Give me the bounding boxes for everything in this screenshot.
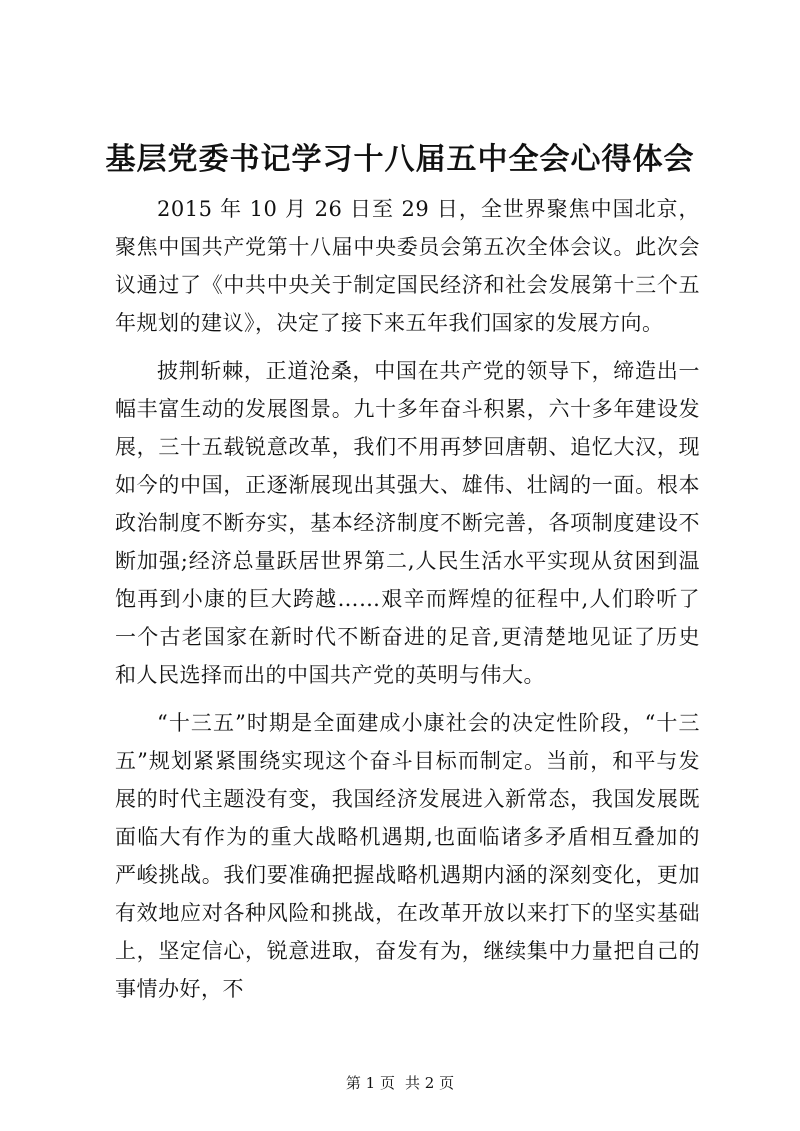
- paragraph-3: “十三五”时期是全面建成小康社会的决定性阶段，“十三五”规划紧紧围绕实现这个奋斗目标而制定。当前，和平与发展的时代主题没有变，我国经济发展进入新常态，我国发展既面临大有作为的重大战略机遇期,也面临诸多矛盾相互叠加的严峻挑战。我们要准确把握战略机遇期内涵的深刻变化，更加有效地应对各种风险和挑战，在改革开放以来打下的坚实基础上，坚定信心，锐意进取，奋发有为，继续集中力量把自己的事情办好，不: [115, 711, 700, 1001]
- document-title: 基层党委书记学习十八届五中全会心得体会: [105, 142, 695, 177]
- document-body: [115, 190, 700, 1008]
- paragraph-2: 披荆斩棘，正道沧桑，中国在共产党的领导下，缔造出一幅丰富生动的发展图景。九十多年奋斗积累，六十多年建设发展，三十五载锐意改革，我们不用再梦回唐朝、追忆大汉，现如今的中国，正逐渐展现出其强大、雄伟、壮阔的一面。根本政治制度不断夯实，基本经济制度不断完善，各项制度建设不断加强;经济总量跃居世界第二,人民生活水平实现从贫困到温饱再到小康的巨大跨越……艰辛而辉煌的征程中,人们聆听了一个古老国家在新时代不断奋进的足音,更清楚地见证了历史和人民选择而出的中国共产党的英明与伟大。: [115, 359, 700, 687]
- paragraph-1: 2015 年 10 月 26 日至 29 日，全世界聚焦中国北京，聚焦中国共产党第十八届中央委员会第五次全体会议。此次会议通过了《中共中央关于制定国民经济和社会发展第十三个五年规划的建议》，决定了接下来五年我们国家的发展方向。: [115, 197, 700, 335]
- page-footer: [0, 1073, 800, 1093]
- page-total: 共 2 页: [405, 1074, 455, 1092]
- page-number: 第 1 页: [345, 1074, 395, 1092]
